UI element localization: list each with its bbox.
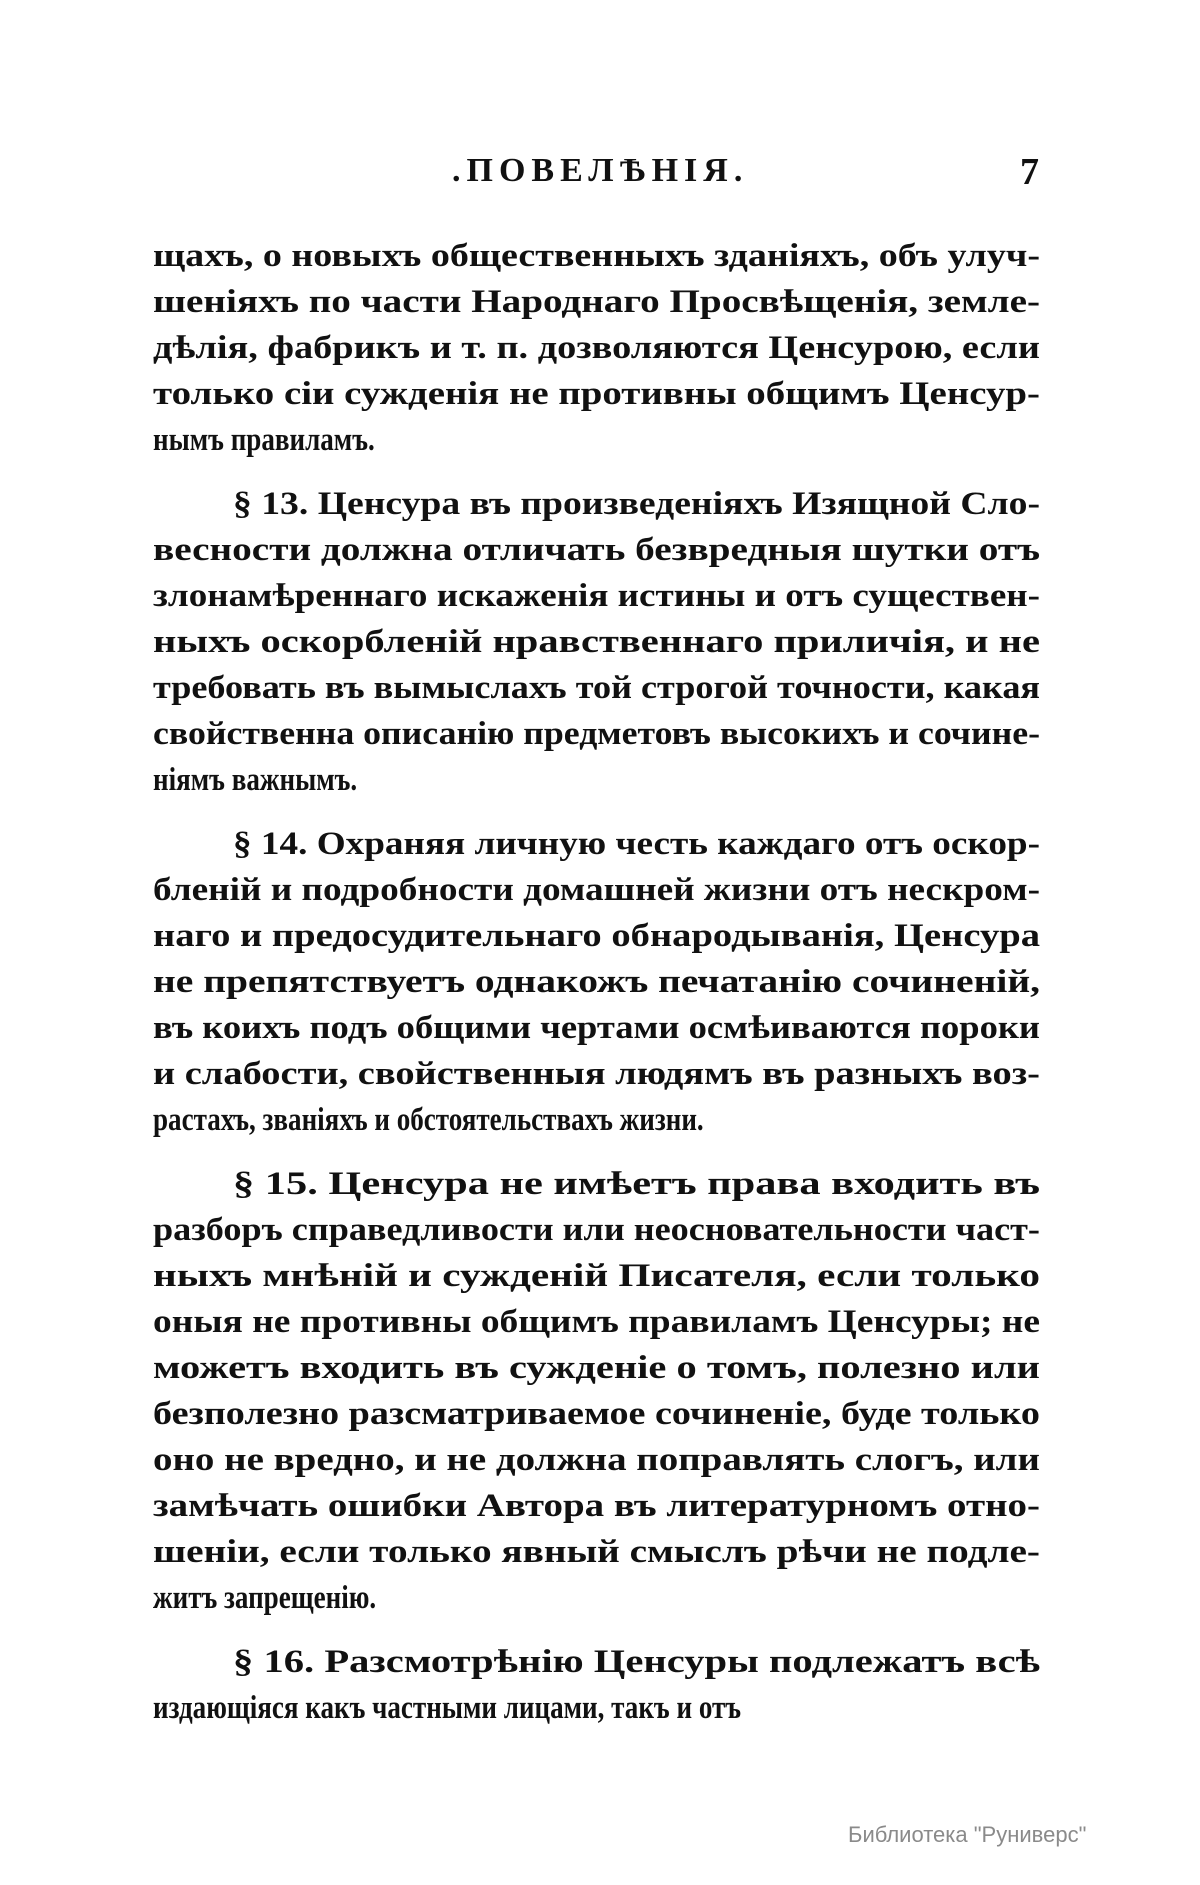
text-line: [153, 1639, 1040, 1685]
text-line: [153, 1575, 1040, 1621]
text-line: [153, 1051, 1040, 1097]
line-text: только сіи сужденія не противны общимъ Ценсур-: [153, 376, 1040, 412]
text-line: [153, 1529, 1040, 1575]
text-line: [153, 1685, 1040, 1731]
text-line: [153, 1207, 1040, 1253]
text-line: [153, 1253, 1040, 1299]
text-line: [153, 279, 1040, 325]
text-line: [153, 325, 1040, 371]
text-line: [153, 1097, 1040, 1143]
line-text: безполезно разсматриваемое сочиненіе, буде только: [153, 1396, 1040, 1432]
line-text: растахъ, званіяхъ и обстоятельствахъ жизни.: [153, 1102, 704, 1138]
text-line: [153, 821, 1040, 867]
text-line: [153, 1345, 1040, 1391]
line-text: замѣчать ошибки Автора въ литературномъ отно-: [153, 1488, 1040, 1524]
line-text: шеніи, если только явный смыслъ рѣчи не подле-: [153, 1534, 1040, 1570]
text-line: [153, 711, 1040, 757]
text-line: [153, 913, 1040, 959]
line-text: щахъ, о новыхъ общественныхъ зданіяхъ, объ улуч-: [153, 238, 1040, 274]
paragraph: [153, 821, 1040, 1143]
line-text: весности должна отличать безвредныя шутки отъ: [153, 532, 1040, 568]
text-line: [153, 665, 1040, 711]
line-text: ніямъ важнымъ.: [153, 762, 358, 798]
paragraph: [153, 1639, 1040, 1731]
line-text: § 16. Разсмотрѣнію Ценсуры подлежатъ всѣ: [233, 1644, 1040, 1680]
line-text: издающіяся какъ частными лицами, такъ и отъ: [153, 1690, 742, 1726]
page-number: 7: [1020, 151, 1039, 193]
text-line: [153, 573, 1040, 619]
line-text: дѣлія, фабрикъ и т. п. дозволяются Ценсурою, если: [153, 330, 1040, 366]
line-text: наго и предосудительнаго обнародыванія, Ценсура: [153, 918, 1040, 954]
running-title: .ПОВЕЛѢНІЯ.: [452, 152, 749, 189]
line-text: можетъ входить въ сужденіе о томъ, полезно или: [153, 1350, 1040, 1386]
text-line: [153, 1005, 1040, 1051]
line-text: оно не вредно, и не должна поправлять слогъ, или: [153, 1442, 1040, 1478]
text-line: [153, 1161, 1040, 1207]
line-text: § 13. Ценсура въ произведеніяхъ Изящной Сло-: [233, 486, 1040, 522]
line-text: оныя не противны общимъ правиламъ Ценсуры; не: [153, 1304, 1040, 1340]
page-header: [0, 152, 1200, 202]
text-line: [153, 527, 1040, 573]
line-text: ныхъ оскорбленій нравственнаго приличія, и не: [153, 624, 1040, 660]
text-line: [153, 1391, 1040, 1437]
library-watermark: Библиотека "Руниверс": [848, 1822, 1087, 1847]
text-line: [153, 417, 1040, 463]
text-line: [153, 481, 1040, 527]
text-line: [153, 1299, 1040, 1345]
text-line: [153, 233, 1040, 279]
paragraph: [153, 481, 1040, 803]
line-text: бленій и подробности домашней жизни отъ нескром-: [153, 872, 1040, 908]
line-text: § 14. Охраняя личную честь каждаго отъ оскор-: [233, 826, 1040, 862]
text-line: [153, 371, 1040, 417]
text-line: [153, 959, 1040, 1005]
text-line: [153, 1483, 1040, 1529]
line-text: не препятствуетъ однакожъ печатанію сочиненій,: [153, 964, 1040, 1000]
line-text: разборъ справедливости или неосновательности част-: [153, 1212, 1040, 1248]
paragraph: [153, 1161, 1040, 1621]
line-text: злонамѣреннаго искаженія истины и отъ существен-: [153, 578, 1040, 614]
text-line: [153, 867, 1040, 913]
line-text: въ коихъ подъ общими чертами осмѣиваются пороки: [153, 1010, 1040, 1046]
page-body: [153, 233, 1040, 1749]
text-line: [153, 757, 1040, 803]
line-text: ныхъ мнѣній и сужденій Писателя, если только: [153, 1258, 1040, 1294]
line-text: § 15. Ценсура не имѣетъ права входить въ: [233, 1166, 1040, 1202]
line-text: свойственна описанію предметовъ высокихъ и сочине-: [153, 716, 1040, 752]
line-text: требовать въ вымыслахъ той строгой точности, какая: [153, 670, 1040, 706]
line-text: нымъ правиламъ.: [153, 422, 375, 458]
line-text: житъ запрещенію.: [153, 1580, 377, 1616]
text-line: [153, 619, 1040, 665]
line-text: шеніяхъ по части Народнаго Просвѣщенія, земле-: [153, 284, 1040, 320]
text-line: [153, 1437, 1040, 1483]
paragraph: [153, 233, 1040, 463]
line-text: и слабости, свойственныя людямъ въ разныхъ воз-: [153, 1056, 1040, 1092]
